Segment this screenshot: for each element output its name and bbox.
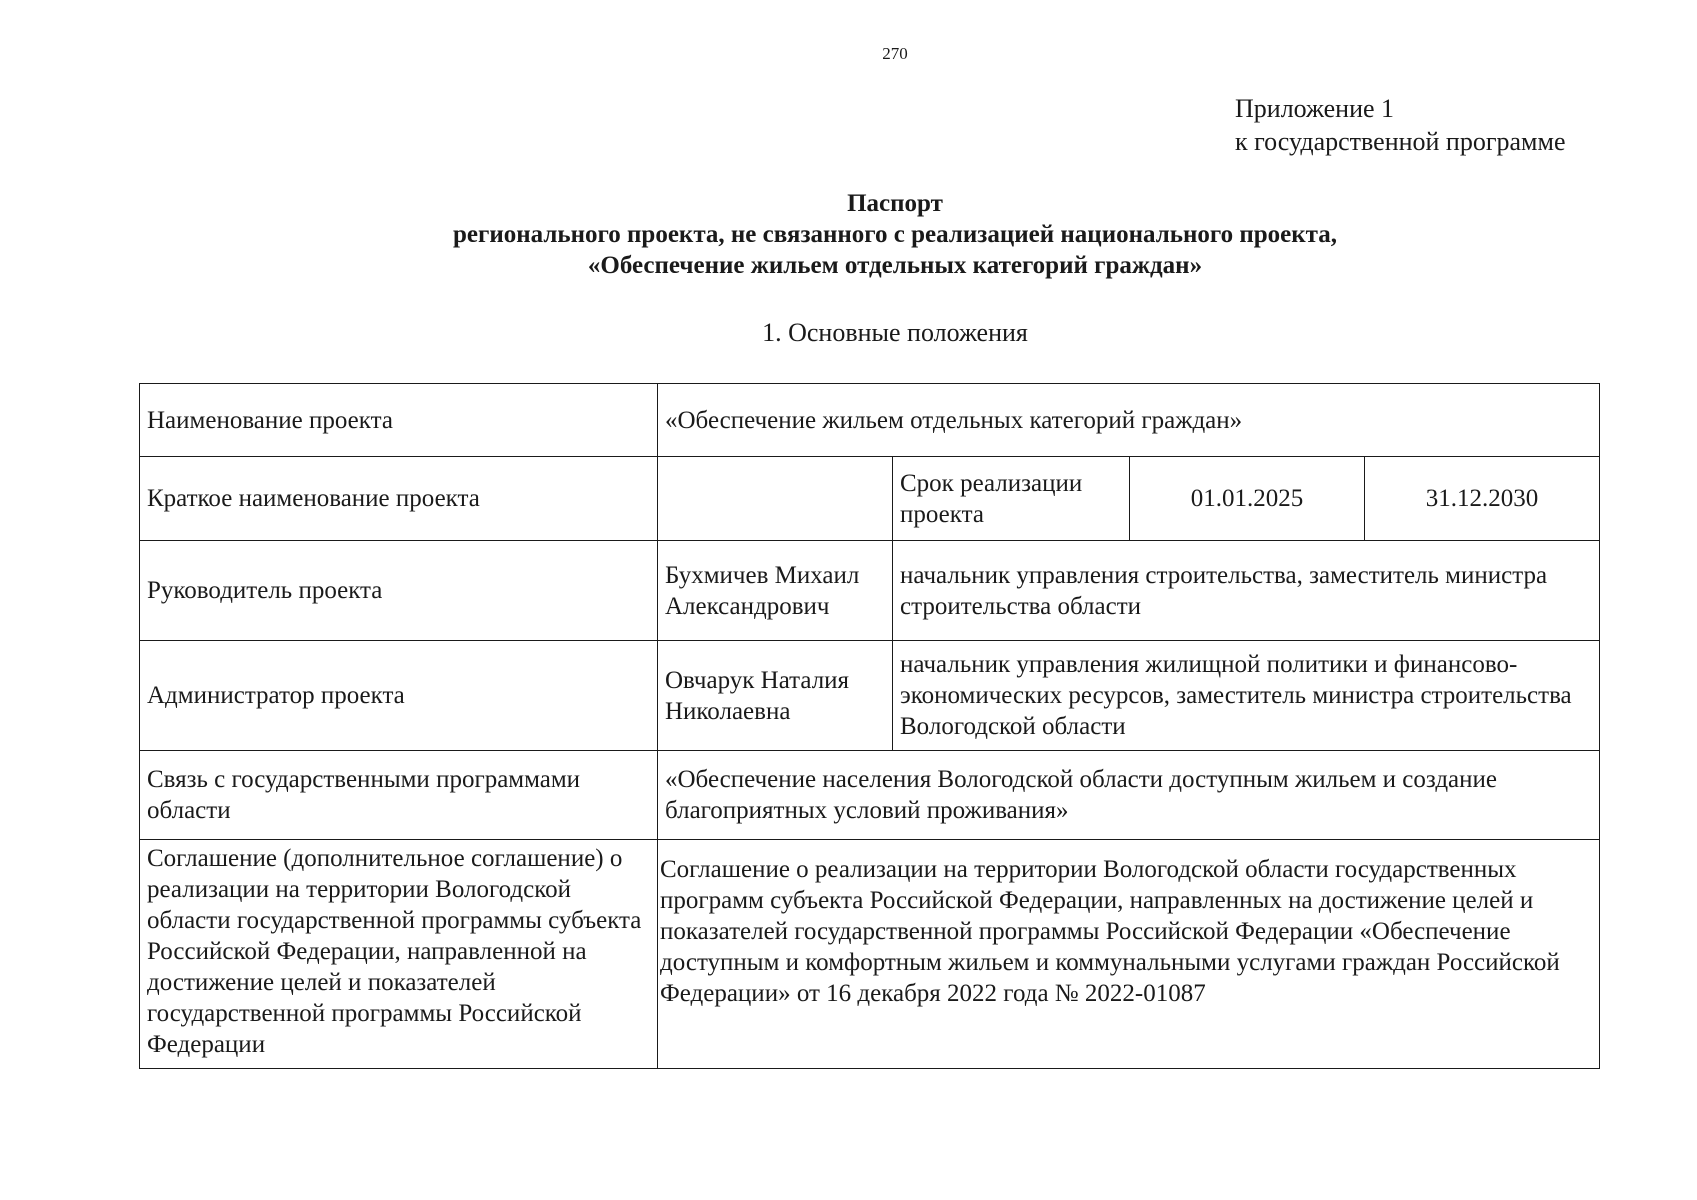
table-row	[140, 751, 1600, 840]
project-name-label: Наименование проекта	[140, 384, 658, 457]
leader-label: Руководитель проекта	[140, 541, 658, 641]
short-name-label: Краткое наименование проекта	[140, 457, 658, 541]
appendix-line-2: к государственной программе	[1235, 127, 1566, 156]
agreement-label: Соглашение (дополнительное соглашение) о реализации на территории Вологодской области государственной программы субъекта Российской Федерации, направленной на достижение целей и показателей государственной программы Российской Федерации	[140, 840, 658, 1069]
title-line-3: «Обеспечение жильем отдельных категорий граждан»	[587, 252, 1203, 279]
leader-name: Бухмичев Михаил Александрович	[658, 541, 893, 641]
term-end-date: 31.12.2030	[1365, 457, 1600, 541]
page-number: 270	[882, 44, 908, 63]
passport-table	[139, 383, 1600, 1069]
title-line-2: регионального проекта, не связанного с реализацией национального проекта,	[453, 221, 1337, 248]
agreement-value: Соглашение о реализации на территории Вологодской области государственных программ субъекта Российской Федерации, направленных на достижение целей и показателей государственной программы Российской Федерации «Обеспечение доступным и комфортным жильем и коммунальными услугами граждан Российской Федерации» от 16 декабря 2022 года № 2022-01087	[658, 840, 1600, 1069]
table-row	[140, 384, 1600, 457]
table-row	[140, 541, 1600, 641]
document-title	[0, 188, 1697, 281]
term-label: Срок реализации проекта	[893, 457, 1130, 541]
admin-label: Администратор проекта	[140, 641, 658, 751]
admin-position: начальник управления жилищной политики и финансово-экономических ресурсов, заместитель министра строительства Вологодской области	[893, 641, 1600, 751]
project-name-value: «Обеспечение жильем отдельных категорий граждан»	[658, 384, 1600, 457]
term-start-date: 01.01.2025	[1130, 457, 1365, 541]
table-row	[140, 457, 1600, 541]
section-title: 1. Основные положения	[762, 318, 1028, 347]
table-row	[140, 641, 1600, 751]
title-line-1: Паспорт	[847, 190, 943, 217]
admin-name: Овчарук Наталия Николаевна	[658, 641, 893, 751]
table-row	[140, 840, 1600, 1069]
short-name-value	[658, 457, 893, 541]
leader-position: начальник управления строительства, заместитель министра строительства области	[893, 541, 1600, 641]
programs-value: «Обеспечение населения Вологодской области доступным жильем и создание благоприятных условий проживания»	[658, 751, 1600, 840]
appendix-line-1: Приложение 1	[1235, 94, 1395, 123]
appendix-note	[1235, 92, 1566, 158]
programs-label: Связь с государственными программами области	[140, 751, 658, 840]
